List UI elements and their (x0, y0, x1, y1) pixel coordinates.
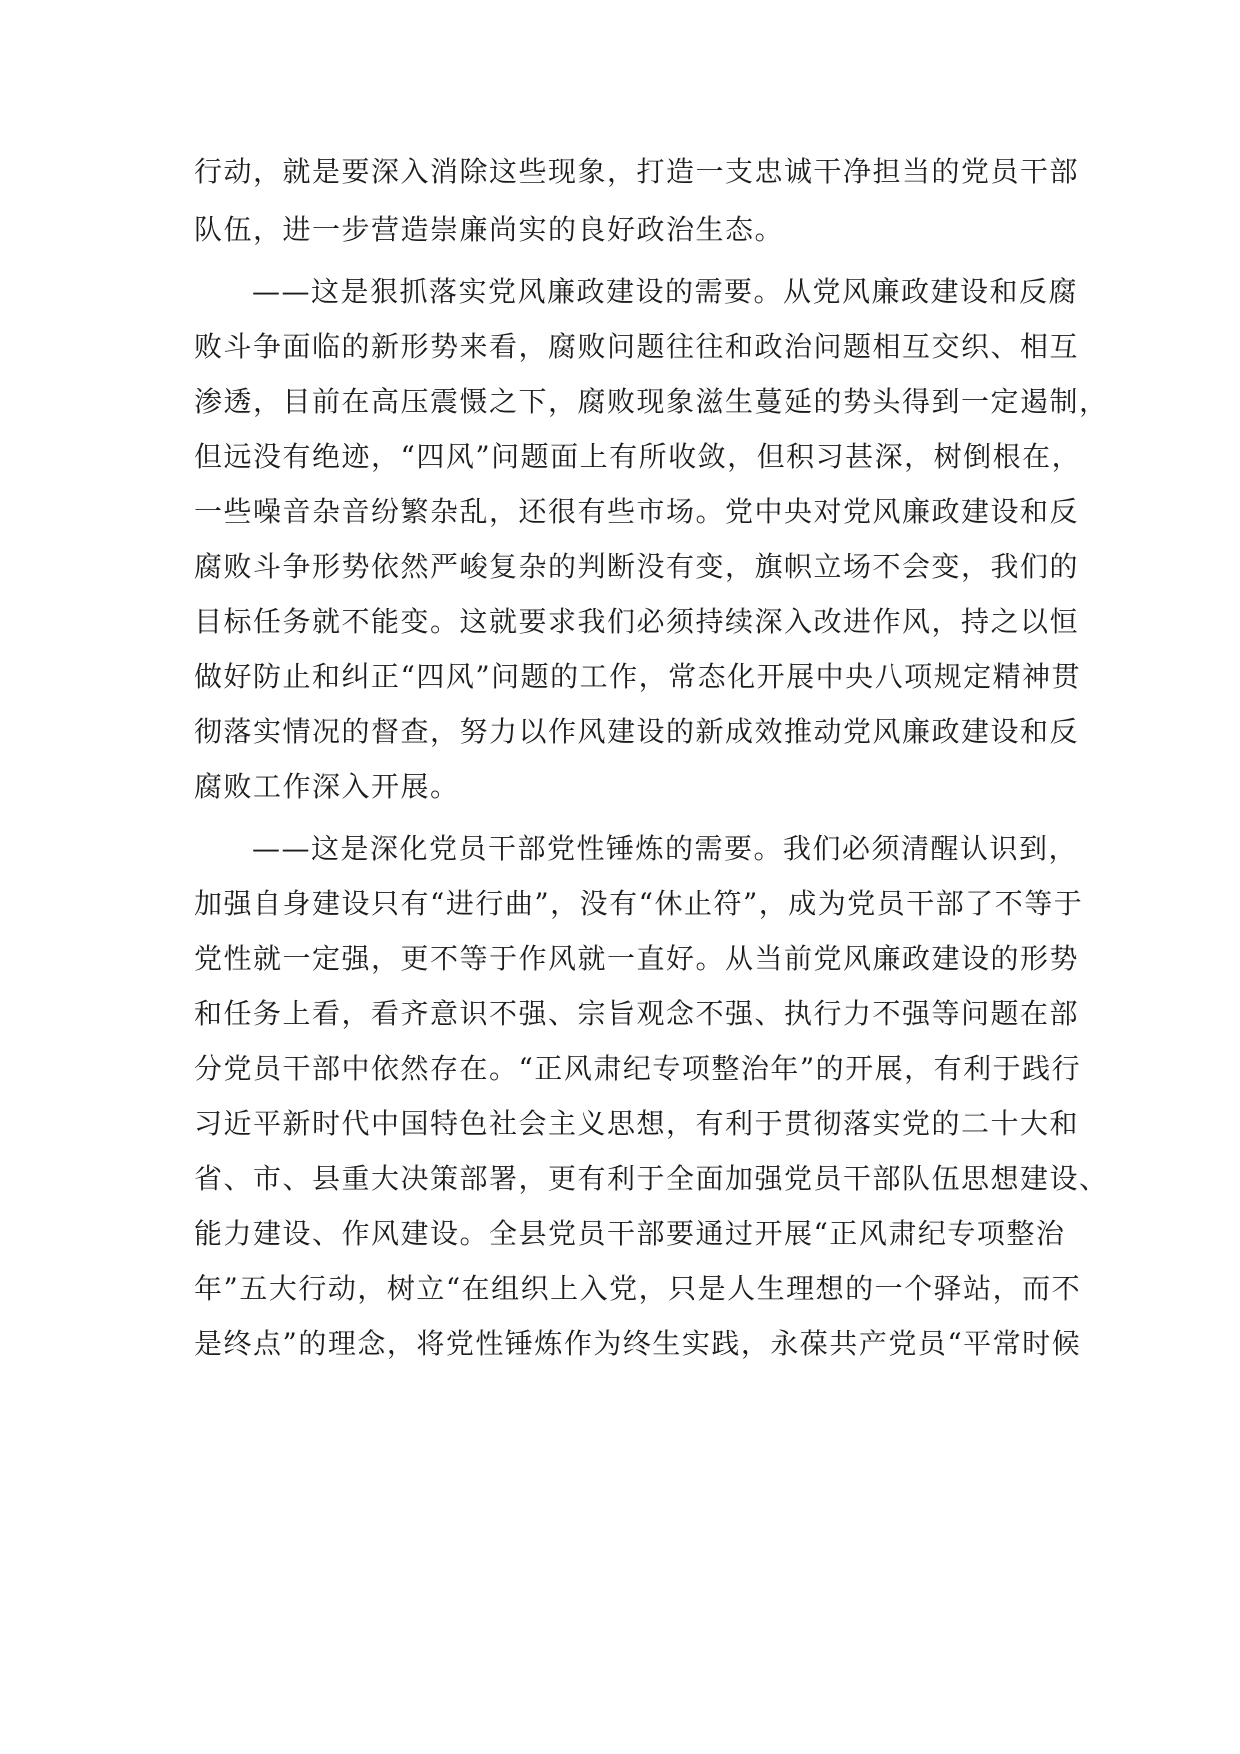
text-line: 是终点”的理念，将党性锤炼作为终生实践，永葆共产党员“平常时候 (194, 1327, 1082, 1360)
text-line: 年”五大行动，树立“在组织上入党，只是人生理想的一个驿站，而不 (194, 1272, 1082, 1305)
text-line: 党性就一定强，更不等于作风就一直好。从当前党风廉政建设的形势 (194, 942, 1080, 975)
text-line: 一些噪音杂音纷繁杂乱，还很有些市场。党中央对党风廉政建设和反 (194, 495, 1080, 528)
text-line: 但远没有绝迹，“四风”问题面上有所收敛，但积习甚深，树倒根在， (194, 440, 1082, 473)
text-line: 渗透，目前在高压震慑之下，腐败现象滋生蔓延的势头得到一定遏制， (194, 385, 1109, 418)
text-line: 省、市、县重大决策部署，更有利于全面加强党员干部队伍思想建设、 (194, 1162, 1109, 1195)
text-line: 分党员干部中依然存在。“正风肃纪专项整治年”的开展，有利于践行 (194, 1052, 1082, 1085)
text-line: 腐败工作深入开展。 (194, 770, 460, 803)
text-line: 能力建设、作风建设。全县党员干部要通过开展“正风肃纪专项整治 (194, 1217, 1066, 1250)
text-line: 败斗争面临的新形势来看，腐败问题往往和政治问题相互交织、相互 (194, 330, 1080, 363)
text-line: ——这是狠抓落实党风廉政建设的需要。从党风廉政建设和反腐 (252, 275, 1079, 308)
text-line: 队伍，进一步营造崇廉尚实的良好政治生态。 (194, 213, 785, 246)
text-line: 习近平新时代中国特色社会主义思想，有利于贯彻落实党的二十大和 (194, 1107, 1080, 1140)
text-line: 和任务上看，看齐意识不强、宗旨观念不强、执行力不强等问题在部 (194, 997, 1080, 1030)
text-line: ——这是深化党员干部党性锤炼的需要。我们必须清醒认识到， (252, 832, 1079, 865)
text-line: 目标任务就不能变。这就要求我们必须持续深入改进作风，持之以恒 (194, 605, 1080, 638)
text-line: 加强自身建设只有“进行曲”，没有“休止符”，成为党员干部了不等于 (194, 887, 1084, 920)
text-line: 做好防止和纠正“四风”问题的工作，常态化开展中央八项规定精神贯 (194, 660, 1082, 693)
text-line: 行动，就是要深入消除这些现象，打造一支忠诚干净担当的党员干部 (194, 155, 1080, 188)
text-line: 彻落实情况的督查，努力以作风建设的新成效推动党风廉政建设和反 (194, 715, 1080, 748)
text-line: 腐败斗争形势依然严峻复杂的判断没有变，旗帜立场不会变，我们的 (194, 550, 1080, 583)
